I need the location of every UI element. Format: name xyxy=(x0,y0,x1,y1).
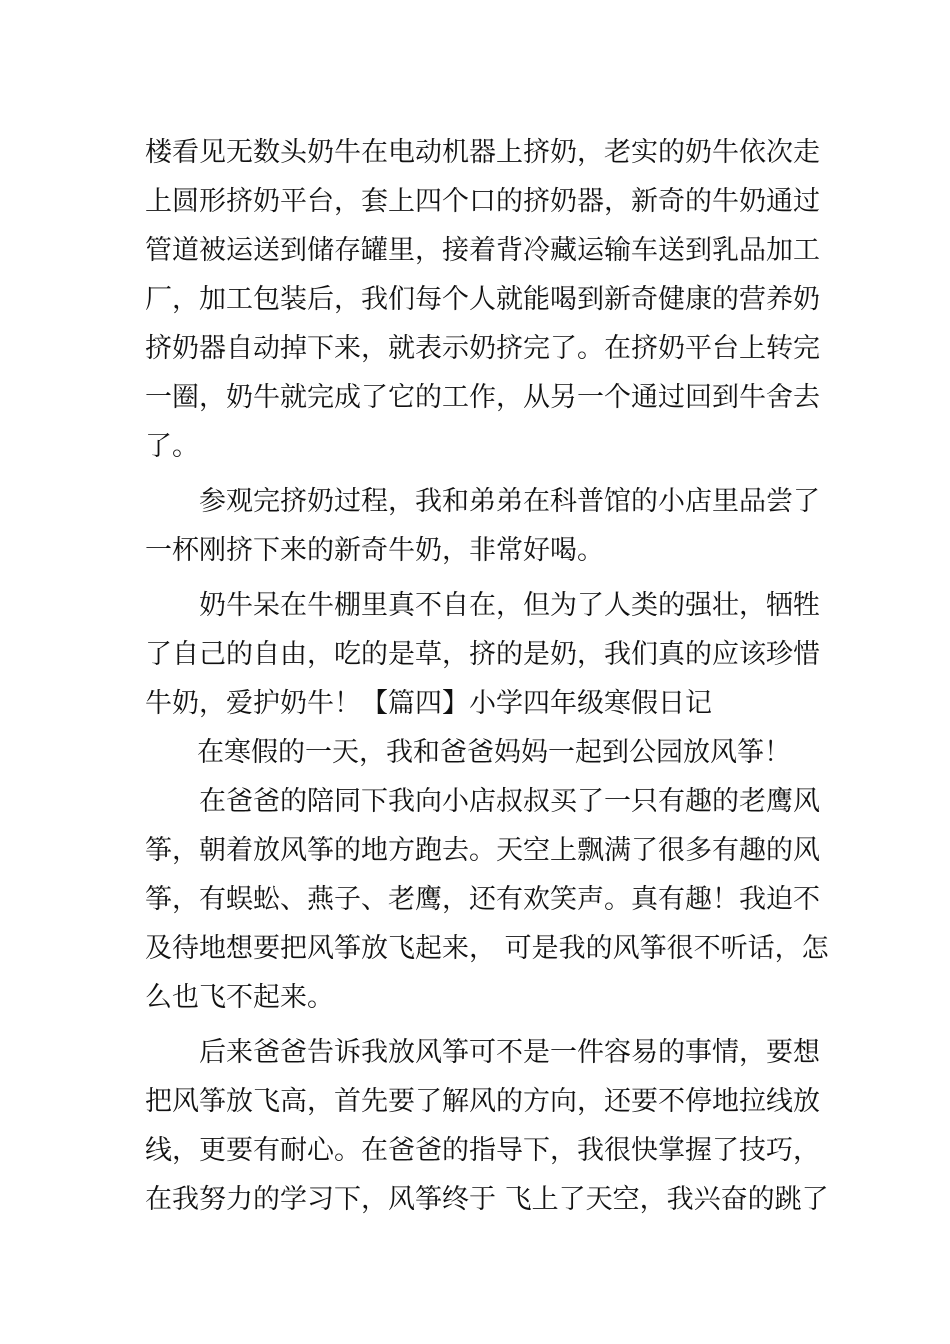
text-line: 奶牛呆在牛棚里真不自在，但为了人类的强壮，牺牲 xyxy=(199,590,820,621)
text-line: 一杯刚挤下来的新奇牛奶，非常好喝。 xyxy=(145,535,604,566)
body-text xyxy=(145,128,829,1215)
text-line: 在寒假的一天，我和爸爸妈妈一起到公园放风筝！ xyxy=(197,737,791,768)
text-line: 在爸爸的陪同下我向小店叔叔买了一只有趣的老鹰风 xyxy=(199,786,820,817)
text-line: 楼看见无数头奶牛在电动机器上挤奶，老实的奶牛依次走 xyxy=(145,137,820,168)
text-line: 后来爸爸告诉我放风筝可不是一件容易的事情，要想 xyxy=(199,1037,820,1068)
text-line: 挤奶器自动掉下来，就表示奶挤完了。在挤奶平台上转完 xyxy=(145,333,820,364)
text-line: 牛奶，爱护奶牛！【篇四】小学四年级寒假日记 xyxy=(145,688,712,719)
text-line: 上圆形挤奶平台，套上四个口的挤奶器，新奇的牛奶通过 xyxy=(145,186,820,217)
text-line: 筝，有蜈蚣、燕子、老鹰，还有欢笑声。真有趣！我迫不 xyxy=(145,884,820,915)
text-line: 参观完挤奶过程，我和弟弟在科普馆的小店里品尝了 xyxy=(199,486,820,517)
text-line: 管道被运送到储存罐里，接着背冷藏运输车送到乳品加工 xyxy=(145,235,820,266)
text-line: 了自己的自由，吃的是草，挤的是奶，我们真的应该珍惜 xyxy=(145,639,820,670)
text-line: 一圈，奶牛就完成了它的工作，从另一个通过回到牛舍去 xyxy=(145,382,820,413)
text-line: 在我努力的学习下，风筝终于 飞上了天空，我兴奋的跳了 xyxy=(145,1184,829,1215)
text-line: 及待地想要把风筝放飞起来， 可是我的风筝很不听话，怎 xyxy=(145,933,829,964)
text-line: 了。 xyxy=(145,431,199,462)
text-line: 线，更要有耐心。在爸爸的指导下，我很快掌握了技巧， xyxy=(145,1135,820,1166)
text-line: 么也飞不起来。 xyxy=(145,982,334,1013)
text-line: 筝，朝着放风筝的地方跑去。天空上飘满了很多有趣的风 xyxy=(145,835,820,866)
text-line: 把风筝放飞高，首先要了解风的方向，还要不停地拉线放 xyxy=(145,1086,820,1117)
text-line: 厂，加工包装后，我们每个人就能喝到新奇健康的营养奶 xyxy=(145,284,820,315)
